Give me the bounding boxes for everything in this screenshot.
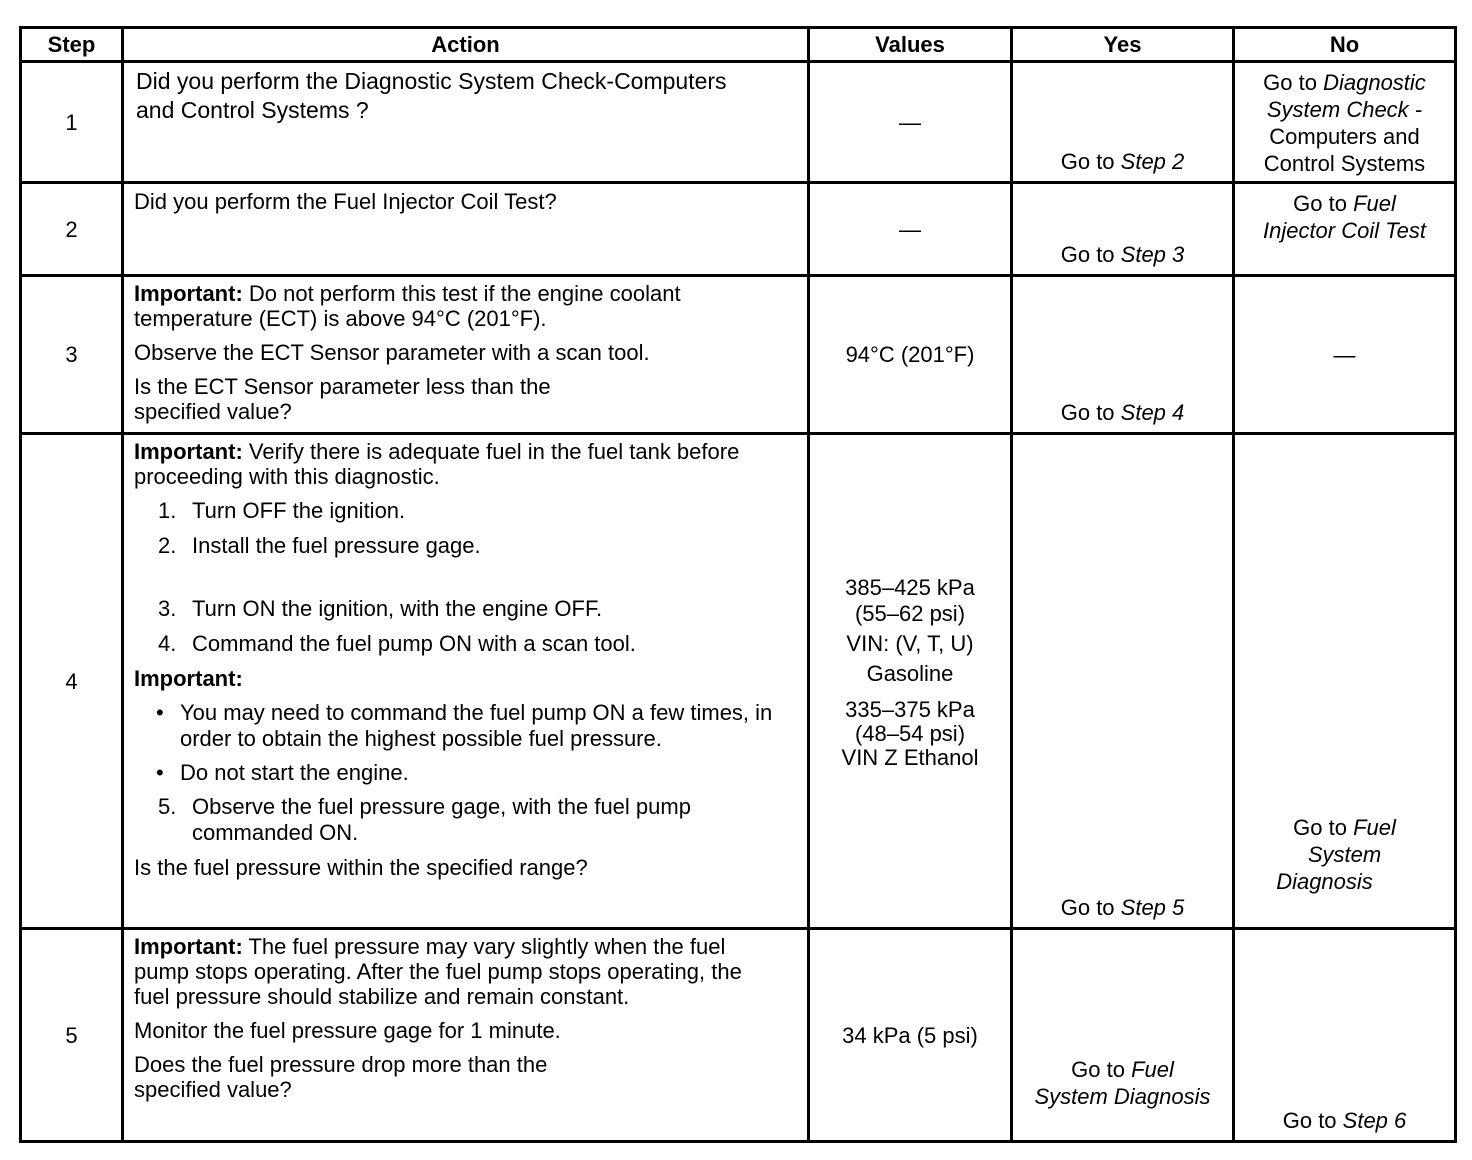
value-line: 335–375 kPa xyxy=(845,697,975,722)
bullet-text: Do not start the engine. xyxy=(180,760,409,785)
list-item xyxy=(156,700,803,752)
action-instruction: Observe the ECT Sensor parameter with a scan tool. xyxy=(134,340,650,365)
important-label xyxy=(134,665,803,692)
step-index: 3. xyxy=(158,596,177,621)
important-label: Important: xyxy=(134,281,243,306)
no-link[interactable] xyxy=(1235,814,1454,895)
link-target: System Check - xyxy=(1266,97,1423,122)
header-yes: Yes xyxy=(1012,28,1234,62)
link-prefix: Go to xyxy=(1060,895,1121,920)
link-target: System xyxy=(1307,842,1382,867)
list-item xyxy=(158,794,803,846)
no-value: — xyxy=(1333,342,1356,367)
step-number: 2 xyxy=(21,183,123,276)
link-text: Control Systems xyxy=(1263,151,1426,176)
values-cell: — xyxy=(809,62,1012,183)
link-prefix: Go to xyxy=(1060,400,1121,425)
header-values: Values xyxy=(809,28,1012,62)
no-link[interactable] xyxy=(1235,190,1454,244)
table-row xyxy=(21,183,1456,276)
important-note xyxy=(134,934,803,1009)
link-text: Computers and xyxy=(1269,124,1420,149)
step-text: Install the fuel pressure gage. xyxy=(192,533,481,558)
spacer xyxy=(134,567,803,595)
important-text: Verify there is adequate fuel in the fuel tank before proceeding with this diagnostic. xyxy=(134,439,740,489)
table-row xyxy=(21,434,1456,929)
action-cell xyxy=(123,276,809,434)
step-index: 4. xyxy=(158,631,177,656)
link-prefix: Go to xyxy=(1060,149,1121,174)
action-question-cont: and Control Systems ? xyxy=(136,97,369,123)
yes-link[interactable] xyxy=(1013,399,1232,426)
step-text: Command the fuel pump ON with a scan tool. xyxy=(192,631,636,656)
yes-link[interactable] xyxy=(1013,1056,1232,1110)
important-note xyxy=(134,281,803,331)
table-row xyxy=(21,62,1456,183)
link-target: Step 6 xyxy=(1342,1108,1407,1133)
step-number: 5 xyxy=(21,929,123,1142)
value-line: 385–425 kPa xyxy=(845,575,975,600)
header-step: Step xyxy=(21,28,123,62)
header-no: No xyxy=(1234,28,1456,62)
important-label-text: Important: xyxy=(134,666,243,691)
action-cell xyxy=(123,434,809,929)
important-note xyxy=(134,439,803,489)
table-row xyxy=(21,276,1456,434)
action-question: Is the fuel pressure within the specified range? xyxy=(134,855,588,880)
values-cell: 94°C (201°F) xyxy=(809,276,1012,434)
header-row xyxy=(21,28,1456,62)
link-target: Step 5 xyxy=(1120,895,1185,920)
action-cell xyxy=(123,183,809,276)
action-question: Does the fuel pressure drop more than the specified value? xyxy=(134,1052,548,1102)
diagnostic-table xyxy=(19,26,1457,1143)
action-cell xyxy=(123,929,809,1142)
link-prefix: Go to xyxy=(1263,70,1324,95)
no-cell xyxy=(1234,434,1456,929)
bullet-icon: • xyxy=(156,700,164,725)
table-row xyxy=(21,929,1456,1142)
link-target: System Diagnosis xyxy=(1034,1084,1211,1109)
yes-cell xyxy=(1012,62,1234,183)
no-link[interactable] xyxy=(1235,1107,1454,1134)
important-label: Important: xyxy=(134,439,243,464)
yes-link[interactable] xyxy=(1013,894,1232,921)
values-cell: — xyxy=(809,183,1012,276)
yes-cell xyxy=(1012,276,1234,434)
procedure-steps xyxy=(134,794,803,846)
link-target: Injector Coil Test xyxy=(1262,218,1427,243)
no-cell xyxy=(1234,183,1456,276)
step-index: 1. xyxy=(158,498,177,523)
link-target: Fuel xyxy=(1131,1057,1174,1082)
step-index: 5. xyxy=(158,794,177,819)
link-target: Step 3 xyxy=(1120,242,1185,267)
action-question: Is the ECT Sensor parameter less than the specified value? xyxy=(134,374,551,424)
procedure-steps xyxy=(134,497,803,559)
link-target: Step 2 xyxy=(1120,149,1185,174)
step-text: Turn ON the ignition, with the engine OFF. xyxy=(192,596,603,621)
important-text: The fuel pressure may vary slightly when the fuel pump stops operating. After the fuel pump stops operating, the fuel pressure should stabilize and remain constant. xyxy=(134,934,742,1009)
header-action: Action xyxy=(123,28,809,62)
action-cell xyxy=(123,62,809,183)
step-number: 3 xyxy=(21,276,123,434)
link-prefix: Go to xyxy=(1071,1057,1132,1082)
action-instruction: Monitor the fuel pressure gage for 1 minute. xyxy=(134,1018,561,1043)
link-target: Fuel xyxy=(1353,191,1396,216)
important-text: Do not perform this test if the engine coolant temperature (ECT) is above 94°C (201°F). xyxy=(134,281,681,331)
no-cell xyxy=(1234,62,1456,183)
list-item xyxy=(158,532,803,559)
link-prefix: Go to xyxy=(1282,1108,1343,1133)
link-target: Diagnosis xyxy=(1276,869,1373,894)
link-prefix: Go to xyxy=(1293,191,1354,216)
no-cell xyxy=(1234,929,1456,1142)
no-cell xyxy=(1234,276,1456,434)
link-prefix: Go to xyxy=(1060,242,1121,267)
yes-cell xyxy=(1012,929,1234,1142)
link-prefix: Go to xyxy=(1293,815,1354,840)
step-number: 4 xyxy=(21,434,123,929)
bullet-list xyxy=(134,700,803,786)
no-link[interactable] xyxy=(1235,69,1454,177)
values-block xyxy=(810,575,1010,771)
step-index: 2. xyxy=(158,533,177,558)
procedure-steps xyxy=(134,595,803,657)
list-item xyxy=(158,595,803,622)
action-question: Did you perform the Diagnostic System Check-Computers xyxy=(136,68,727,94)
link-target: Fuel xyxy=(1353,815,1396,840)
bullet-text: You may need to command the fuel pump ON a few times, in order to obtain the highest possible fuel pressure. xyxy=(180,700,773,751)
link-target: Step 4 xyxy=(1120,400,1185,425)
list-item xyxy=(158,497,803,524)
list-item xyxy=(158,630,803,657)
list-item xyxy=(156,760,803,786)
step-text: Observe the fuel pressure gage, with the fuel pump commanded ON. xyxy=(192,794,691,845)
value-line: Gasoline xyxy=(866,661,954,686)
value-line: VIN: (V, T, U) xyxy=(846,631,974,656)
yes-link[interactable] xyxy=(1013,241,1232,268)
step-text: Turn OFF the ignition. xyxy=(192,498,406,523)
values-cell: 34 kPa (5 psi) xyxy=(809,929,1012,1142)
values-cell xyxy=(809,434,1012,929)
action-question: Did you perform the Fuel Injector Coil Test? xyxy=(134,189,557,214)
link-target: Diagnostic xyxy=(1323,70,1426,95)
bullet-icon: • xyxy=(156,760,164,785)
step-number: 1 xyxy=(21,62,123,183)
value-line: (48–54 psi) xyxy=(854,721,966,746)
value-line: VIN Z Ethanol xyxy=(841,745,979,770)
important-label: Important: xyxy=(134,934,243,959)
yes-link[interactable] xyxy=(1013,148,1232,175)
yes-cell xyxy=(1012,434,1234,929)
yes-cell xyxy=(1012,183,1234,276)
value-line: (55–62 psi) xyxy=(854,601,966,626)
